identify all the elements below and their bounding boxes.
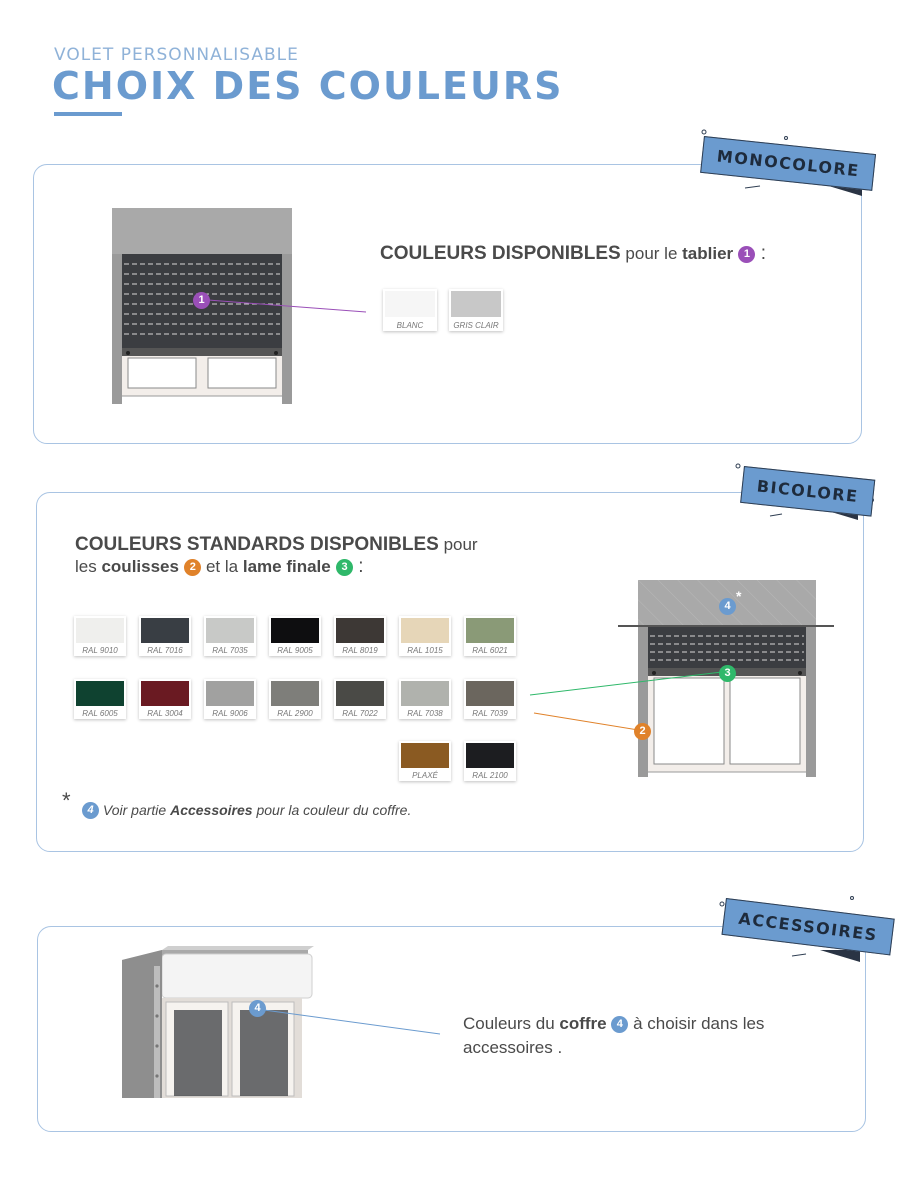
color-swatch <box>383 289 437 331</box>
note-text-a: Voir partie <box>102 802 171 818</box>
page-title: CHOIX DES COULEURS <box>52 64 564 108</box>
swatch-label: GRIS CLAIR <box>453 321 499 330</box>
bicolore-line2-end: : <box>353 556 364 577</box>
color-swatch <box>269 616 321 656</box>
swatch-label: RAL 9010 <box>82 646 118 655</box>
note-text-bold: Accessoires <box>170 802 253 818</box>
swatch-label: RAL 9006 <box>212 709 248 718</box>
monocolore-heading-part: tablier <box>682 244 734 263</box>
marker-1-heading: 1 <box>738 246 755 263</box>
swatch-label: RAL 6021 <box>472 646 508 655</box>
color-swatch <box>139 679 191 719</box>
page-subtitle: VOLET PERSONNALISABLE <box>54 45 299 65</box>
color-chip <box>141 681 189 706</box>
acc-text-b: à choisir dans les accessoires . <box>463 1014 765 1057</box>
color-chip <box>271 681 319 706</box>
color-swatch <box>269 679 321 719</box>
swatch-label: RAL 7038 <box>407 709 443 718</box>
color-swatch <box>464 679 516 719</box>
color-chip <box>336 618 384 643</box>
color-chip <box>451 291 501 317</box>
swatch-label: RAL 9005 <box>277 646 313 655</box>
bicolore-line2-start: les <box>75 557 102 576</box>
color-chip <box>141 618 189 643</box>
marker-3-heading: 3 <box>336 559 353 576</box>
marker-2-heading: 2 <box>184 559 201 576</box>
color-swatch <box>334 679 386 719</box>
marker-4-coffre-diagram: 4 <box>719 598 736 615</box>
color-swatch <box>74 679 126 719</box>
accessoires-badge-shadow <box>820 950 860 962</box>
bicolore-line2-mid: et la <box>201 557 243 576</box>
color-chip <box>466 618 514 643</box>
color-chip <box>271 618 319 643</box>
color-swatch <box>399 679 451 719</box>
swatch-label: RAL 7035 <box>212 646 248 655</box>
swatch-label: RAL 7022 <box>342 709 378 718</box>
color-chip <box>385 291 435 317</box>
color-chip <box>466 681 514 706</box>
color-swatch <box>334 616 386 656</box>
acc-text-a: Couleurs du <box>463 1014 560 1033</box>
swatch-label: RAL 2900 <box>277 709 313 718</box>
color-swatch <box>204 679 256 719</box>
color-swatch <box>464 616 516 656</box>
note-asterisk: * <box>62 788 71 813</box>
swatch-label: RAL 7016 <box>147 646 183 655</box>
monocolore-heading <box>380 243 766 265</box>
accessoires-badge: ACCESSOIRES <box>721 898 894 955</box>
swatch-label: RAL 6005 <box>82 709 118 718</box>
marker-4-coffre-accessoires: 4 <box>249 1000 266 1017</box>
bicolore-heading <box>75 534 478 578</box>
note-text-b: pour la couleur du coffre. <box>252 802 412 818</box>
color-swatch <box>399 616 451 656</box>
color-chip <box>76 681 124 706</box>
color-swatch <box>139 616 191 656</box>
asterisk-diagram: * <box>736 588 742 604</box>
color-chip <box>401 743 449 768</box>
color-chip <box>76 618 124 643</box>
note-text <box>82 802 411 819</box>
monocolore-heading-bold: COULEURS DISPONIBLES <box>380 243 621 264</box>
swatch-label: PLAXÉ <box>412 771 438 780</box>
swatch-label: RAL 8019 <box>342 646 378 655</box>
accessoires-text <box>463 1012 823 1060</box>
title-underline <box>54 112 122 116</box>
marker-4-acc-text: 4 <box>611 1016 628 1033</box>
marker-3-diagram: 3 <box>719 665 736 682</box>
swatch-label: RAL 7039 <box>472 709 508 718</box>
marker-1-diagram: 1 <box>193 292 210 309</box>
color-chip <box>206 618 254 643</box>
bicolore-line2-bold2: lame finale <box>242 557 331 576</box>
color-chip <box>466 743 514 768</box>
color-swatch <box>204 616 256 656</box>
bicolore-badge: BICOLORE <box>740 466 875 517</box>
color-chip <box>401 681 449 706</box>
monocolore-heading-mid: pour le <box>620 244 683 263</box>
color-chip <box>336 681 384 706</box>
bicolore-heading-bold: COULEURS STANDARDS DISPONIBLES <box>75 534 439 555</box>
color-swatch <box>399 741 451 781</box>
color-swatch <box>464 741 516 781</box>
color-chip <box>206 681 254 706</box>
acc-text-bold: coffre <box>559 1014 607 1033</box>
color-chip <box>401 618 449 643</box>
swatch-label: RAL 2100 <box>472 771 508 780</box>
color-swatch <box>74 616 126 656</box>
bicolore-heading-after: pour <box>438 535 478 554</box>
swatch-label: BLANC <box>396 321 424 330</box>
color-swatch <box>449 289 503 331</box>
monocolore-badge: MONOCOLORE <box>700 136 876 191</box>
monocolore-heading-end: : <box>755 243 767 264</box>
bicolore-line2-bold1: coulisses <box>101 557 179 576</box>
swatch-label: RAL 3004 <box>147 709 183 718</box>
coffre-illustration <box>118 946 318 1100</box>
marker-2-diagram: 2 <box>634 723 651 740</box>
marker-4-note: 4 <box>82 802 99 819</box>
swatch-label: RAL 1015 <box>407 646 443 655</box>
